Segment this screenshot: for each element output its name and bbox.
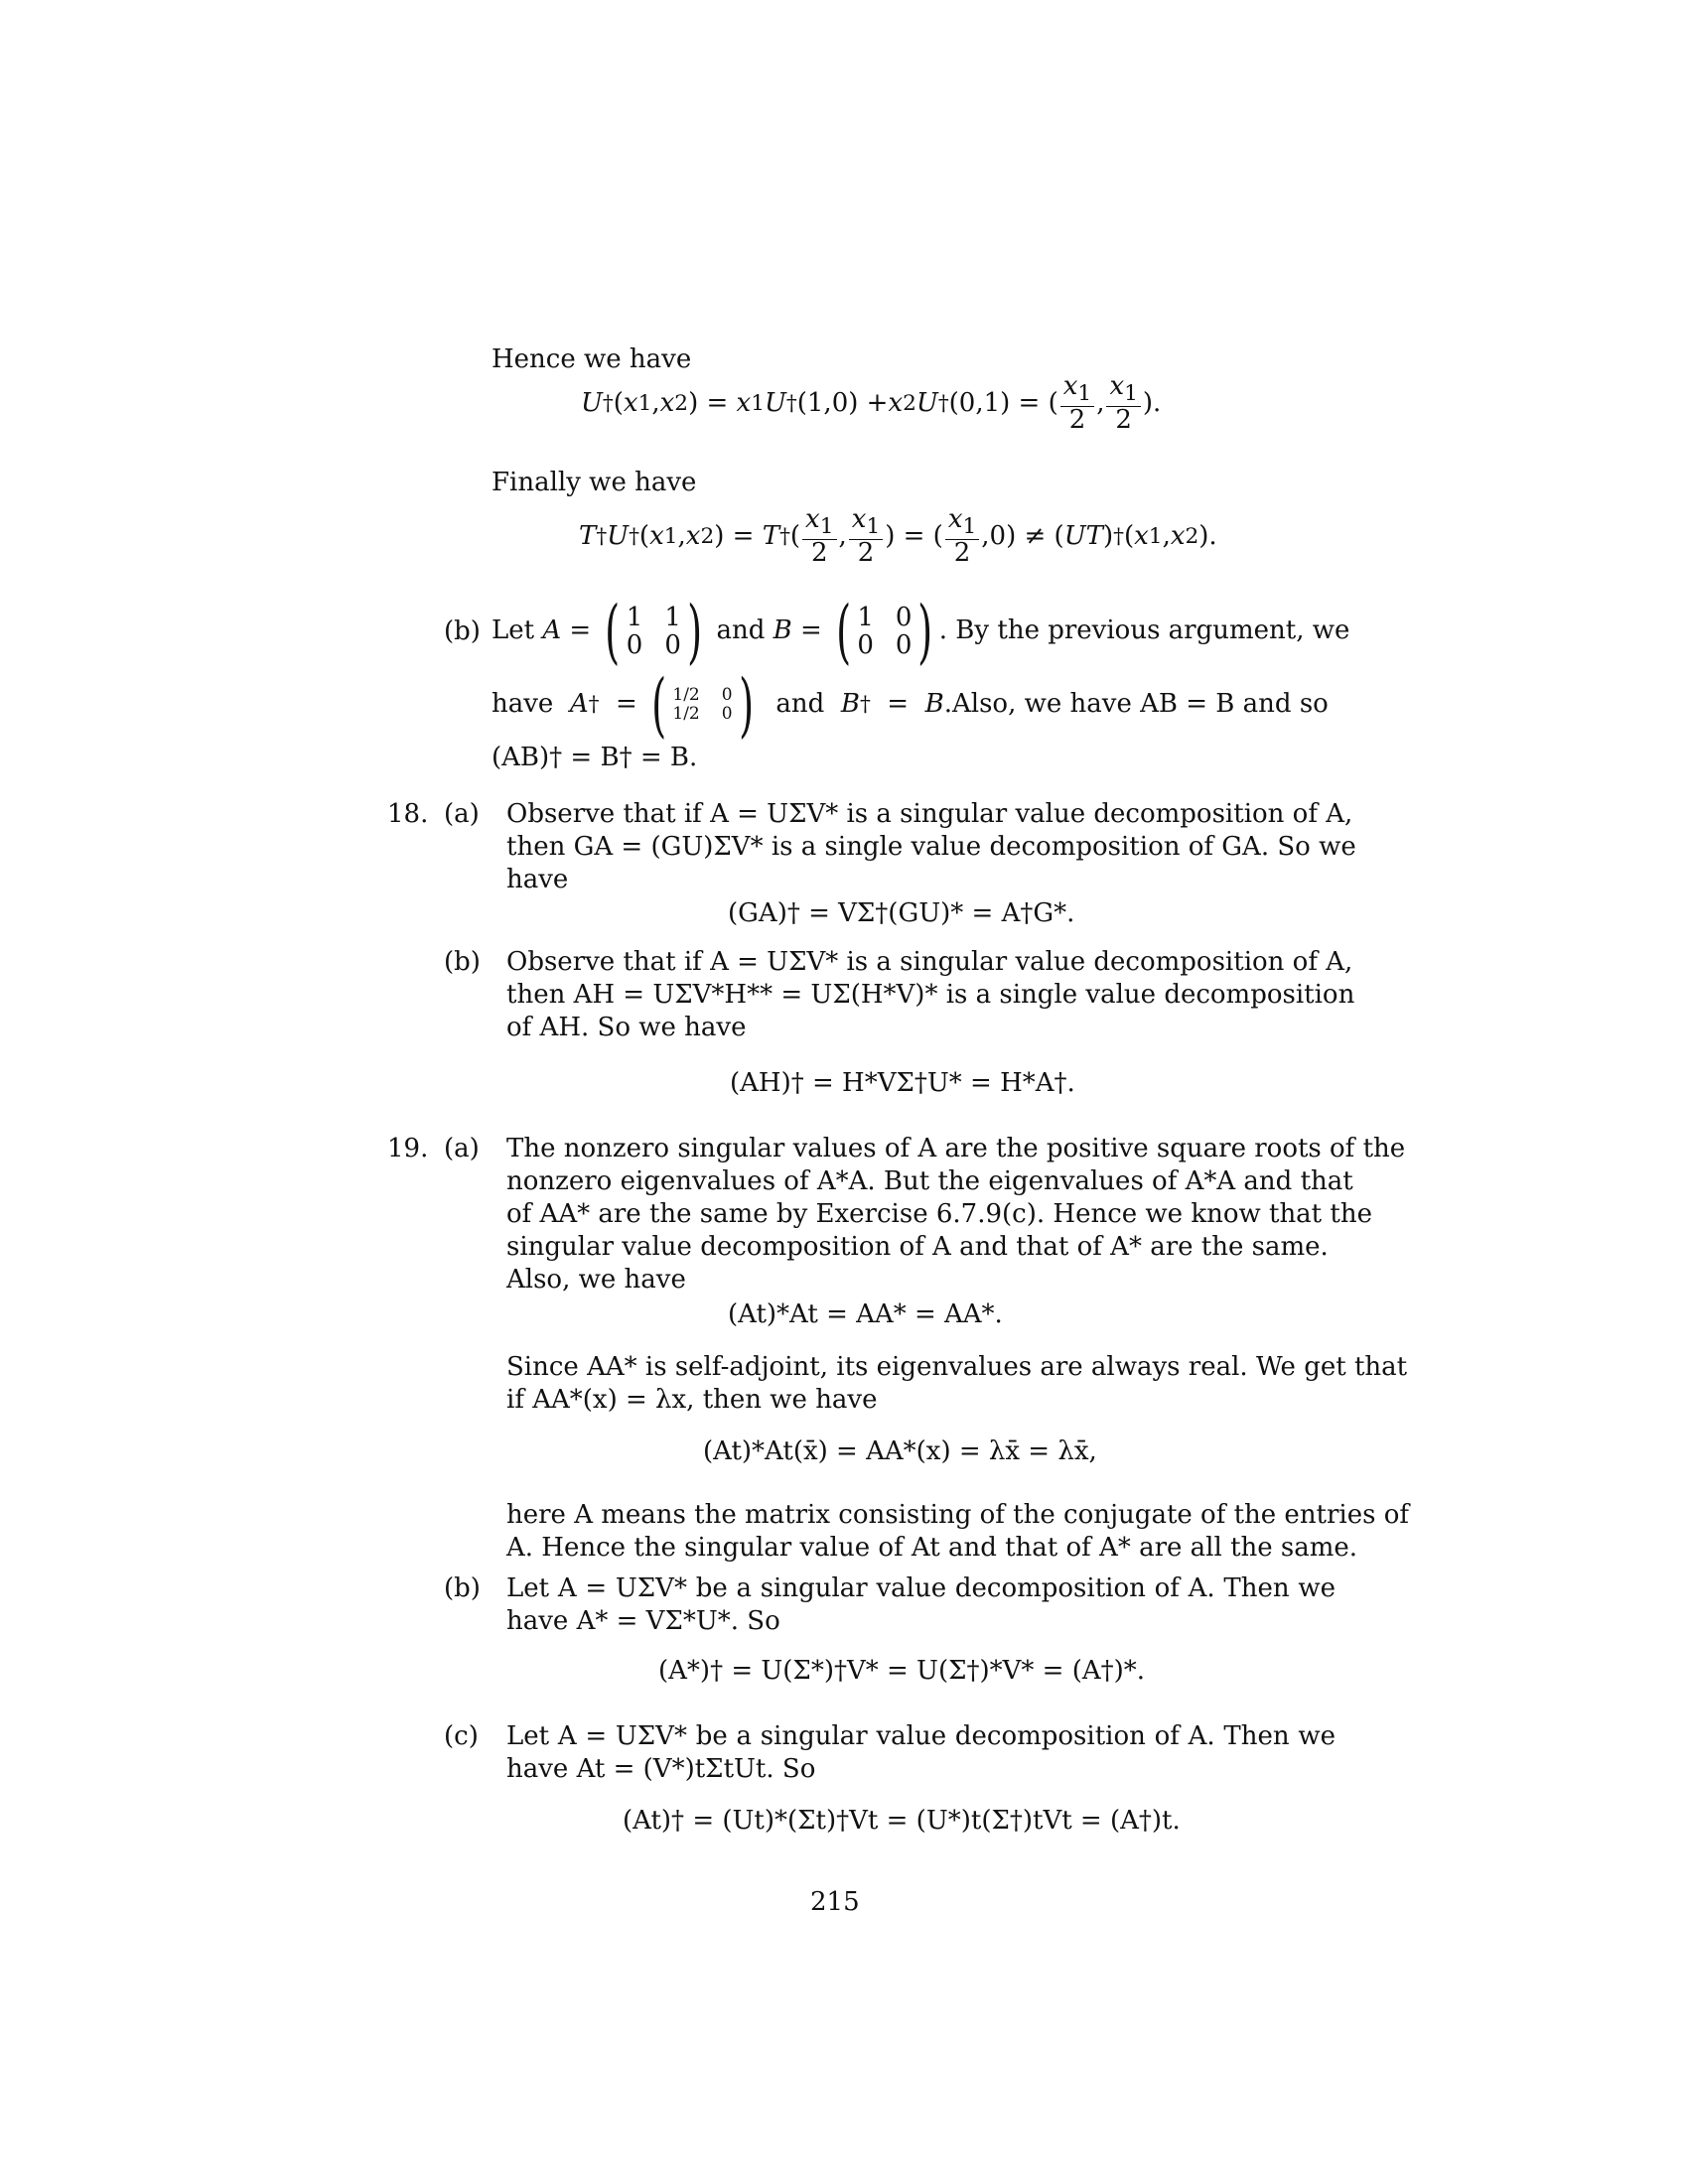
ex18-a-equation: (GA)† = VΣ†(GU)* = A†G*. xyxy=(728,898,1075,928)
part-b-label: (b) xyxy=(444,616,481,646)
ex19-a-text: The nonzero singular values of A are the positive square roots of the nonzero eigenvalues of A*A. But the eigenvalues of A*A and that of AA* are the same by Exercise 6.7.9(c). Hence we know that the singular value decomposition of A and that of A* are the same. Also, we have xyxy=(506,1134,1406,1295)
ex19-a-label: (a) xyxy=(444,1134,480,1163)
ex18-number: 18. xyxy=(387,799,429,829)
ex19-c-label: (c) xyxy=(444,1721,479,1751)
ex18-b-label: (b) xyxy=(444,947,481,977)
ex19-a-text-2: Since AA* is self-adjoint, its eigenvalues are always real. We get that if AA*(x) = λx, then we have xyxy=(506,1352,1408,1415)
matrix-b: ( 1 0 0 0 ) xyxy=(836,590,933,672)
intro-hence: Hence we have xyxy=(492,344,692,374)
ex19-c-text: Let A = UΣV* be a singular value decomposition of A. Then we have At = (V*)tΣtUt. So xyxy=(506,1721,1336,1784)
part-b-final: (AB)† = B† = B. xyxy=(492,743,698,772)
ex19-b-label: (b) xyxy=(444,1573,481,1603)
part-b-line-2: have A † = ( 1/2 0 1/2 0 ) and B † = B . Also, we have AB = B and so xyxy=(492,663,1329,746)
ex19-number: 19. xyxy=(387,1134,429,1163)
matrix-a: ( 1 1 0 0 ) xyxy=(605,590,703,672)
ex18-a-text: Observe that if A = UΣV* is a singular value decomposition of A, then GA = (GU)ΣV* is a single value decomposition of GA. So we have xyxy=(506,799,1356,894)
ex18-b-text: Observe that if A = UΣV* is a singular value decomposition of A, then AH = UΣV*H** = UΣ(H*V)* is a single value decomposition of AH. So we have xyxy=(506,947,1355,1042)
ex19-a-equation-2: (At)*At(x̄) = AA*(x) = λx̄ = λx̄, xyxy=(703,1436,1097,1466)
ex19-b-equation: (A*)† = U(Σ*)†V* = U(Σ†)*V* = (A†)*. xyxy=(658,1656,1146,1686)
ex18-a-label: (a) xyxy=(444,799,480,829)
ex19-b-text: Let A = UΣV* be a singular value decomposition of A. Then we have A* = VΣ*U*. So xyxy=(506,1573,1336,1636)
matrix-a-dagger: ( 1/2 0 1/2 0 ) xyxy=(651,663,754,746)
page-number: 215 xyxy=(810,1887,860,1917)
part-b-line-1: Let A = ( 1 1 0 0 ) and B = ( 1 0 0 0 ) . By the previous argument, we xyxy=(492,590,1350,672)
intro-equation-2: T † U † ( x 1 , x 2 ) = T † ( $\frac{x_1}{2}$ , $\frac{x_1}{2}$ ) = ( $\frac{x_1}{2}$ ,0) ≠ ( UT ) † ( x 1 , x 2 ). xyxy=(579,504,1217,568)
intro-finally: Finally we have xyxy=(492,468,697,497)
ex19-a-text-3: here A means the matrix consisting of the conjugate of the entries of A. Hence the singular value of At and that of A* are all the same. xyxy=(506,1500,1410,1563)
ex19-a-equation-1: (At)*At = AA* = AA*. xyxy=(728,1299,1003,1329)
ex19-c-equation: (At)† = (Ut)*(Σt)†Vt = (U*)t(Σ†)tVt = (A†)t. xyxy=(623,1806,1181,1836)
intro-equation-1: U † ( x 1 , x 2 ) = x 1 U † (1,0) + x 2 U † (0,1) = ( $\frac{x_1}{2}$ , $\frac{x_1}{2}$ ). xyxy=(581,371,1162,435)
ex18-b-equation: (AH)† = H*VΣ†U* = H*A†. xyxy=(730,1068,1075,1098)
